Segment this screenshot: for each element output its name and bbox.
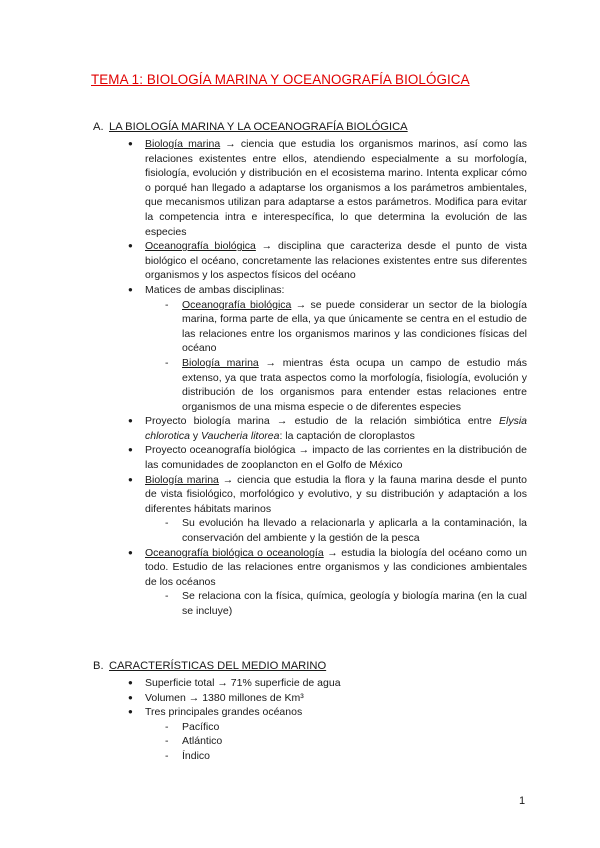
item-text: Su evolución ha llevado a relacionarla y aplicarla a la contaminación, la conservación del ambiente y la gestión de la pesca	[182, 517, 527, 545]
item-text: Volumen → 1380 millones de Km³	[145, 691, 304, 704]
sub-list-item	[182, 734, 527, 749]
term: Oceanografía biológica o oceanología	[145, 546, 324, 559]
item-text: Tres principales grandes océanos	[145, 706, 303, 719]
sub-list-item	[182, 516, 527, 545]
item-text: Proyecto oceanografía biológica → impacto de las corrientes en la distribución de las comunidades de zooplancton en el Golfo de México	[145, 444, 527, 472]
item-text: Superficie total → 71% superficie de agua	[145, 677, 341, 689]
sub-list-item	[182, 356, 527, 414]
term: Oceanografía biológica	[182, 298, 292, 311]
definition: → mientras ésta ocupa un campo de estudio más extenso, ya que trata aspectos como la morfología, fisiología, evolución y distribución de los organismos para entender estas relaciones entre organismos de una misma especie o de diferentes especies	[182, 356, 527, 413]
section-b-letter: B.	[93, 660, 104, 672]
section-a-letter: A.	[93, 121, 104, 133]
definition: → estudia la biología del océano como un todo. Estudio de las relaciones entre organismos y las condiciones ambientales de los océanos	[145, 546, 527, 588]
list-item	[145, 546, 527, 590]
item-text: Índico	[182, 749, 211, 762]
page-title: TEMA 1: BIOLOGÍA MARINA Y OCEANOGRAFÍA BIOLÓGICA	[91, 72, 470, 87]
item-text: y	[189, 429, 202, 442]
sub-list-item	[182, 749, 527, 764]
term: Biología marina	[145, 473, 219, 486]
item-text: Atlántico	[182, 735, 223, 748]
item-text: Pacífico	[182, 720, 220, 733]
item-text: Proyecto biología marina → estudio de la relación simbiótica entre	[145, 415, 499, 428]
section-a-list	[0, 137, 600, 619]
definition: → ciencia que estudia la flora y la fauna marina desde el punto de vista fisiológico, morfológico y evolutivo, y su distribución y adaptación a los diferentes hábitats marinos	[145, 473, 527, 515]
definition: → se puede considerar un sector de la biología marina, forma parte de ella, ya que únicamente se centra en el estudio de las relaciones entre los organismos marinos y las condiciones físicas del océano	[182, 298, 527, 355]
term: Biología marina	[182, 356, 259, 369]
list-item	[145, 676, 527, 691]
definition: → disciplina que caracteriza desde el punto de vista biológico el océano, concretamente las relaciones existentes entre sus diferentes organismos y los aspectos físicos del océano	[145, 240, 527, 282]
term: Biología marina	[145, 138, 221, 150]
list-item	[145, 443, 527, 472]
list-item	[145, 137, 527, 239]
section-a-heading	[93, 121, 408, 133]
page-number: 1	[519, 795, 526, 807]
sub-list-item	[182, 720, 527, 735]
list-item	[145, 239, 527, 283]
list-item	[145, 691, 527, 706]
list-item	[145, 283, 527, 298]
section-b-list	[0, 676, 600, 764]
item-text: : la captación de cloroplastos	[279, 429, 415, 442]
item-text: Se relaciona con la física, química, geología y biología marina (en la cual se incluye)	[182, 590, 527, 617]
section-b-heading	[93, 660, 326, 672]
list-item	[145, 705, 527, 720]
sub-list-item	[182, 589, 527, 618]
list-item	[145, 473, 527, 517]
list-item	[145, 414, 527, 443]
section-a-title: LA BIOLOGÍA MARINA Y LA OCEANOGRAFÍA BIOLÓGICA	[109, 121, 408, 133]
definition: → ciencia que estudia los organismos marinos, así como las relaciones existentes entre ellos, atendiendo especialmente a su morfología, fisiología, evolución y distribución en el ecosistema marino. Intenta explicar cómo o porqué han llegado a adaptarse los organismos a los parámetros ambientales, que mecanismos utilizan para adaptarse a estos parámetros. Modifica para evitar la competencia intra e interespecífica, lo que determina la evolución de las especies	[145, 138, 527, 238]
species-name: Elysia chlorotica	[145, 415, 527, 442]
section-b-title: CARACTERÍSTICAS DEL MEDIO MARINO	[109, 660, 327, 672]
species-name: Vaucheria litorea	[201, 429, 280, 442]
term: Oceanografía biológica	[145, 240, 256, 253]
sub-list-item	[182, 298, 527, 356]
item-text: Matices de ambas disciplinas:	[145, 283, 285, 296]
